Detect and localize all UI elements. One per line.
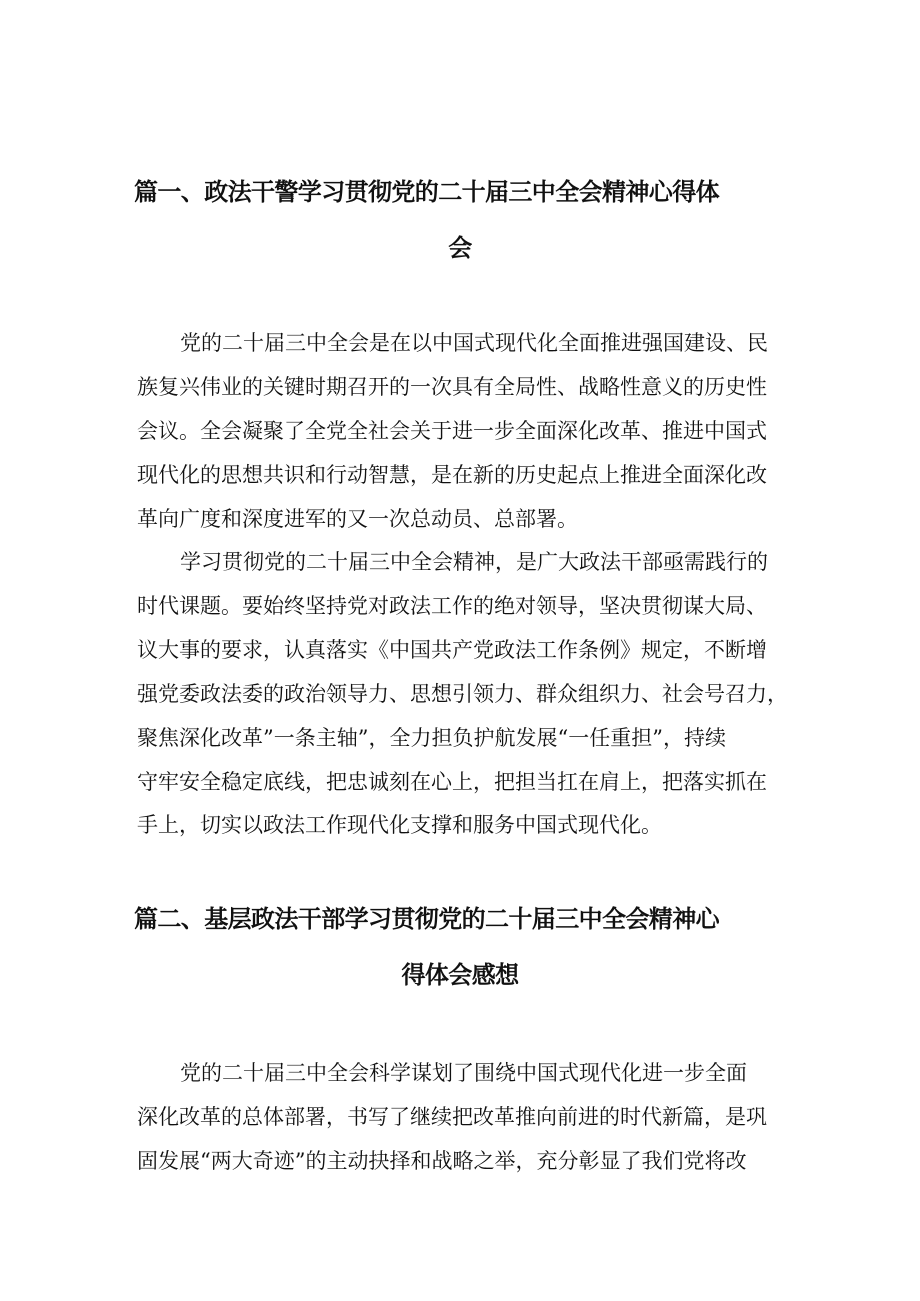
section1-para1-line: 党的二十届三中全会是在以中国式现代化全面推进强国建设、民 bbox=[180, 331, 768, 355]
section1-para2-line: 守牢安全稳定底线，把忠诚刻在心上，把担当扛在肩上，把落实抓在 bbox=[137, 770, 767, 794]
section2-para1-line: 党的二十届三中全会科学谋划了围绕中国式现代化进一步全面 bbox=[180, 1061, 747, 1085]
section1-para1-line: 会议。全会凝聚了全党全社会关于进一步全面深化改革、推进中国式 bbox=[137, 419, 767, 443]
section1-para1-line: 现代化的思想共识和行动智慧，是在新的历史起点上推进全面深化改 bbox=[137, 463, 767, 487]
section2-heading-line1: 篇二、基层政法干部学习贯彻党的二十届三中全会精神心 bbox=[134, 905, 719, 933]
section1-para2-line: 议大事的要求，认真落实《中国共产党政法工作条例》规定，不断增 bbox=[137, 638, 767, 662]
section1-para2-line: 聚焦深化改革”一条主轴”，全力担负护航发展“一任重担”，持续 bbox=[137, 726, 726, 750]
section1-para2-line: 学习贯彻党的二十届三中全会精神，是广大政法干部亟需践行的 bbox=[180, 550, 768, 574]
section1-para1-line: 革向广度和深度进军的又一次总动员、总部署。 bbox=[137, 507, 578, 531]
section2-heading-line2: 得体会感想 bbox=[401, 961, 519, 989]
section1-heading-line2: 会 bbox=[448, 234, 472, 262]
section1-para2-line: 手上，切实以政法工作现代化支撑和服务中国式现代化。 bbox=[137, 813, 662, 837]
section1-para1-line: 族复兴伟业的关键时期召开的一次具有全局性、战略性意义的历史性 bbox=[137, 375, 767, 399]
section2-para1-line: 固发展“两大奇迹”的主动抉择和战略之举，充分彰显了我们党将改 bbox=[137, 1149, 747, 1173]
section2-para1-line: 深化改革的总体部署，书写了继续把改革推向前进的时代新篇，是巩 bbox=[137, 1105, 767, 1129]
section1-para2-line: 强党委政法委的政治领导力、思想引领力、群众组织力、社会号召力， bbox=[137, 682, 788, 706]
section1-para2-line: 时代课题。要始终坚持党对政法工作的绝对领导，坚决贯彻谋大局、 bbox=[137, 594, 767, 618]
section1-heading-line1: 篇一、政法干警学习贯彻党的二十届三中全会精神心得体 bbox=[134, 178, 719, 206]
